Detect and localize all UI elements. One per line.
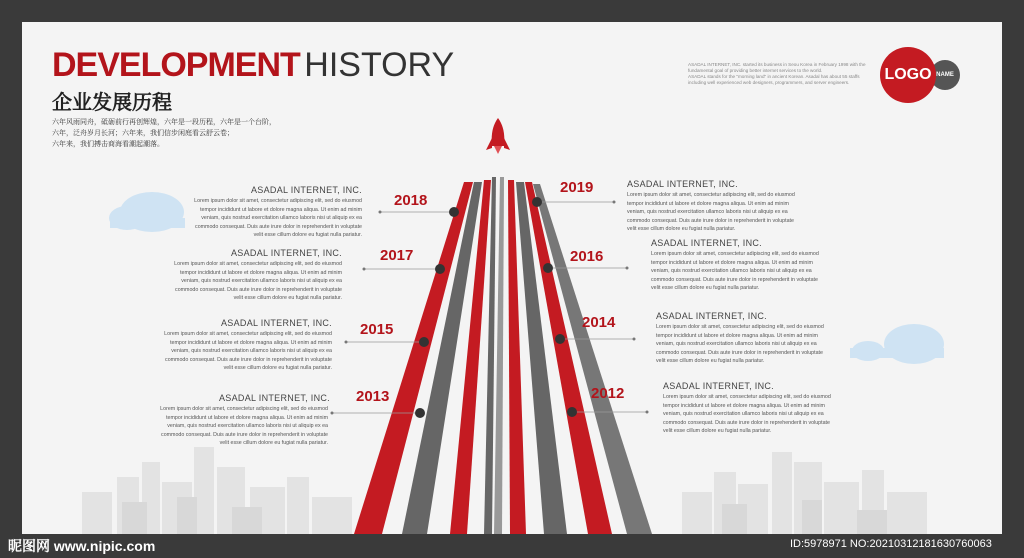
cloud-left [109, 192, 185, 232]
timeline-dot-2015 [419, 337, 429, 347]
timeline-dot-2017 [435, 264, 445, 274]
watermark-left: 昵图网 www.nipic.com [8, 538, 156, 554]
entry-2019-company: ASADAL INTERNET, INC. [627, 179, 738, 189]
note-line: ASADAL stands for the "morning land" in ancient Korean. Asadal has about 55 staffs [688, 74, 860, 79]
year-2018: 2018 [394, 192, 428, 209]
poster-board [22, 22, 1002, 534]
entry-2018-text: Lorem ipsum dolor sit amet, consectetur adipiscing elit, sed do eiusmod tempor incididunt ut labore et dolore magna aliqua. Ut enim ad minim veniam, quis nostrud exercitation ullamco laboris nisi ut aliquip ex ea commodo consequat. Duis aute irure dolor in reprehenderit in voluptate velit esse cillum dolore eu fugiat nulla pariatur. [194, 198, 362, 238]
name-label: NAME [936, 72, 954, 78]
year-2019: 2019 [560, 179, 594, 196]
intro-text [52, 117, 312, 150]
intro-line: 六年风雨同舟，砥砺前行再创辉煌，六年是一段历程，六年是一个台阶， [52, 119, 276, 126]
timeline-dot-2019 [532, 197, 542, 207]
entry-2015-text: Lorem ipsum dolor sit amet, consectetur adipiscing elit, sed do eiusmod tempor incididunt ut labore et dolore magna aliqua. Ut enim ad minim veniam, quis nostrud exercitation ullamco laboris nisi ut aliquip ex ea commodo consequat. Duis aute irure dolor in reprehenderit in voluptate velit esse cillum dolore eu fugiat nulla pariatur. [164, 331, 332, 371]
timeline-dot-2014 [555, 334, 565, 344]
note-line: ASADAL INTERNET, INC. started its business in Seou Korea in February 1998 with the [688, 62, 866, 67]
note-line: including well experienced web designers, programmers, and server engineers. [688, 80, 850, 85]
logo [880, 47, 936, 103]
year-2014: 2014 [582, 314, 616, 331]
logo-label: LOGO [884, 66, 932, 83]
year-2015: 2015 [360, 321, 394, 338]
year-2013: 2013 [356, 388, 390, 405]
watermark-right: ID:5978971 NO:20210312181630760063 [790, 538, 992, 550]
rocket-icon [486, 118, 510, 154]
entry-2012-company: ASADAL INTERNET, INC. [663, 381, 774, 391]
subtitle-chinese: 企业发展历程 [52, 92, 172, 114]
entry-2017-text: Lorem ipsum dolor sit amet, consectetur adipiscing elit, sed do eiusmod tempor incididunt ut labore et dolore magna aliqua. Ut enim ad minim veniam, quis nostrud exercitation ullamco laboris nisi ut aliquip ex ea commodo consequat. Duis aute irure dolor in reprehenderit in voluptate velit esse cillum dolore eu fugiat nulla pariatur. [174, 261, 342, 301]
timeline-dot-2016 [543, 263, 553, 273]
year-2016: 2016 [570, 248, 604, 265]
year-2017: 2017 [380, 247, 414, 264]
entry-2018-company: ASADAL INTERNET, INC. [251, 185, 362, 195]
timeline-dot-2018 [449, 207, 459, 217]
title-history: HISTORY [304, 46, 455, 84]
year-2012: 2012 [591, 385, 625, 402]
note-line: fundamental goal of providing better internet services to the world. [688, 68, 823, 73]
page-title [52, 46, 454, 85]
entry-2016-company: ASADAL INTERNET, INC. [651, 238, 762, 248]
intro-line: 六年，泛舟岁月长河；六年来，我们信步闲庭看云舒云卷； [52, 130, 234, 137]
cloud-right [850, 324, 944, 364]
entry-2013-company: ASADAL INTERNET, INC. [219, 393, 330, 403]
timeline-dot-2012 [567, 407, 577, 417]
entry-2017-company: ASADAL INTERNET, INC. [231, 248, 342, 258]
entry-2016-text: Lorem ipsum dolor sit amet, consectetur adipiscing elit, sed do eiusmod tempor incididunt ut labore et dolore magna aliqua. Ut enim ad minim veniam, quis nostrud exercitation ullamco laboris nisi ut aliquip ex ea commodo consequat. Duis aute irure dolor in reprehenderit in voluptate velit esse cillum dolore eu fugiat nulla pariatur. [651, 251, 819, 291]
entry-2014-company: ASADAL INTERNET, INC. [656, 311, 767, 321]
entry-2019-text: Lorem ipsum dolor sit amet, consectetur adipiscing elit, sed do eiusmod tempor incididunt ut labore et dolore magna aliqua. Ut enim ad minim veniam, quis nostrud exercitation ullamco laboris nisi ut aliquip ex ea commodo consequat. Duis aute irure dolor in reprehenderit in voluptate velit esse cillum dolore eu fugiat nulla pariatur. [627, 192, 795, 232]
title-development: DEVELOPMENT [52, 46, 300, 84]
entry-2015-company: ASADAL INTERNET, INC. [221, 318, 332, 328]
rocket-trail [354, 177, 652, 534]
entry-2013-text: Lorem ipsum dolor sit amet, consectetur adipiscing elit, sed do eiusmod tempor incididunt ut labore et dolore magna aliqua. Ut enim ad minim veniam, quis nostrud exercitation ullamco laboris nisi ut aliquip ex ea commodo consequat. Duis aute irure dolor in reprehenderit in voluptate velit esse cillum dolore eu fugiat nulla pariatur. [160, 406, 328, 446]
timeline-dot-2013 [415, 408, 425, 418]
intro-line: 六年来，我们搏击商海看潮起潮落。 [52, 141, 164, 148]
company-note [688, 62, 868, 86]
entry-2014-text: Lorem ipsum dolor sit amet, consectetur adipiscing elit, sed do eiusmod tempor incididunt ut labore et dolore magna aliqua. Ut enim ad minim veniam, quis nostrud exercitation ullamco laboris nisi ut aliquip ex ea commodo consequat. Duis aute irure dolor in reprehenderit in voluptate velit esse cillum dolore eu fugiat nulla pariatur. [656, 324, 824, 364]
entry-2012-text: Lorem ipsum dolor sit amet, consectetur adipiscing elit, sed do eiusmod tempor incididunt ut labore et dolore magna aliqua. Ut enim ad minim veniam, quis nostrud exercitation ullamco laboris nisi ut aliquip ex ea commodo consequat. Duis aute irure dolor in reprehenderit in voluptate velit esse cillum dolore eu fugiat nulla pariatur. [663, 394, 831, 434]
